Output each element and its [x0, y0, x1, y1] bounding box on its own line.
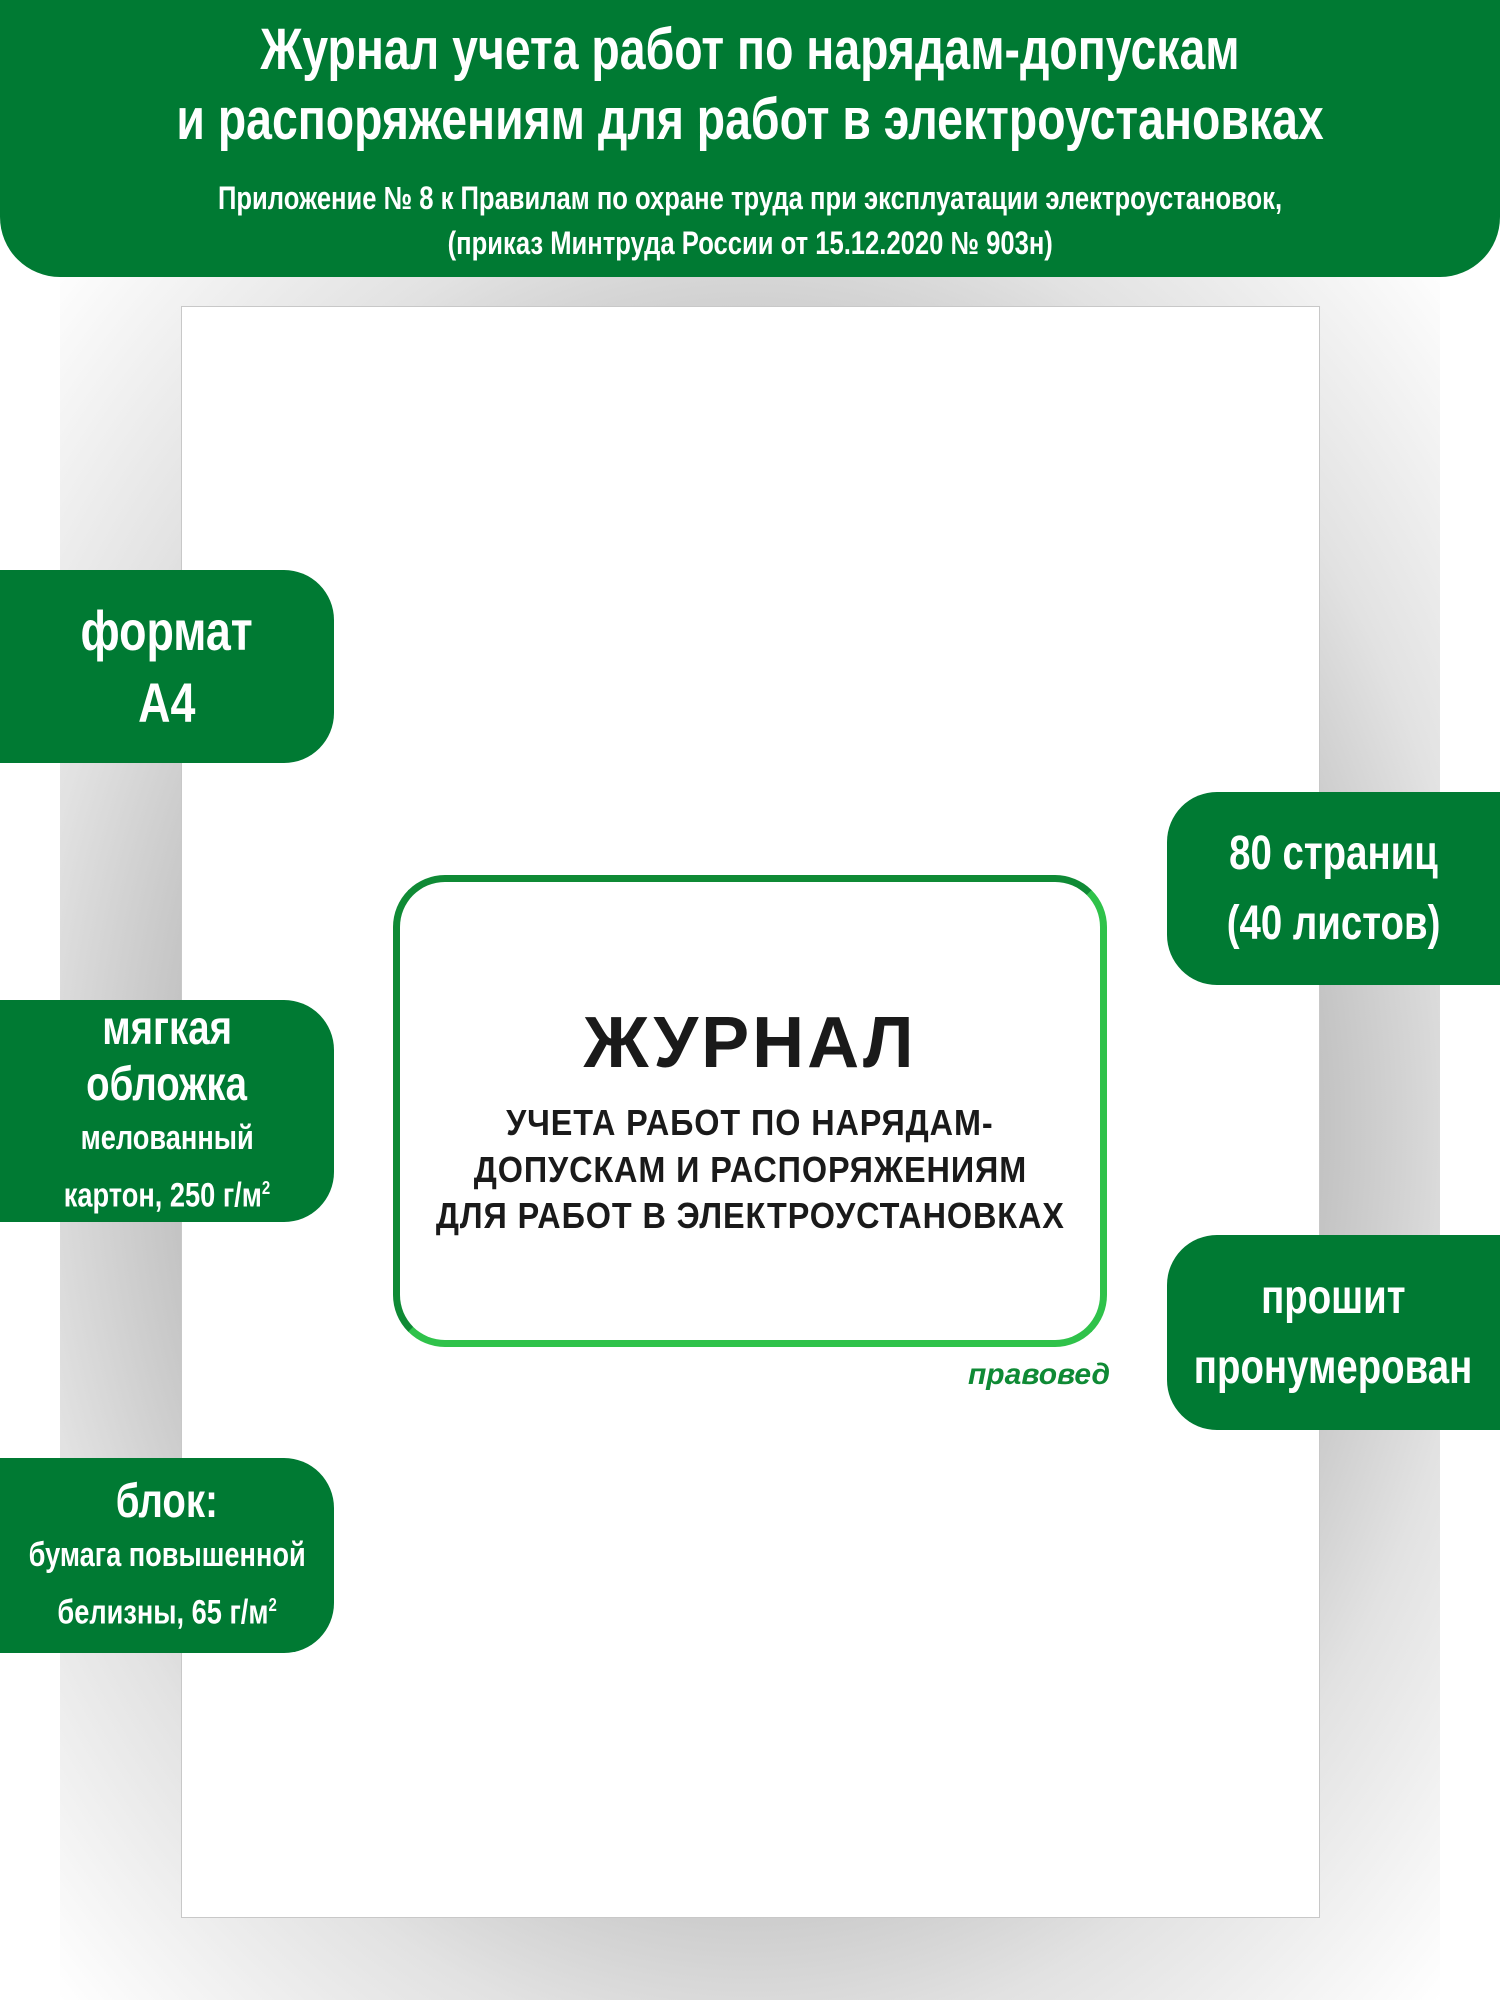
badge-text: белизны, 65 г/м — [57, 1593, 269, 1632]
badge-text: формат — [80, 598, 254, 662]
badge-text: А4 — [138, 670, 196, 734]
badge-text-with-sup — [57, 1580, 276, 1637]
cover-line-text: УЧЕТА РАБОТ ПО НАРЯДАМ- — [506, 1102, 994, 1143]
header-subtitle-text-1: Приложение № 8 к Правилам по охране труда при эксплуатации электроустановок, — [217, 180, 1283, 216]
badge-text-with-sup — [64, 1163, 270, 1220]
badge-text: обложка — [86, 1058, 248, 1112]
header-subtitle-line1 — [0, 177, 1500, 219]
badge-pages — [1167, 792, 1500, 985]
header-title-text-2: и распоряжениям для работ в электроустановках — [176, 87, 1324, 152]
cover-line-2 — [400, 1149, 1100, 1191]
badge-text: прошит — [1261, 1270, 1406, 1324]
header-title-line2 — [0, 88, 1500, 152]
header-subtitle-line2 — [0, 222, 1500, 264]
header-title-line1 — [0, 18, 1500, 82]
badge-text: пронумерован — [1194, 1340, 1473, 1394]
cover-line-text: ДОПУСКАМ И РАСПОРЯЖЕНИЯМ — [473, 1149, 1027, 1190]
header-title-text-1: Журнал учета работ по нарядам-допускам — [260, 17, 1240, 82]
header-subtitle-text-2: (приказ Минтруда России от 15.12.2020 № 903н) — [447, 225, 1053, 261]
superscript: 2 — [261, 1177, 271, 1199]
badge-text: бумага повышенной — [28, 1535, 306, 1574]
badge-cover-type — [0, 1000, 334, 1222]
cover-line-1 — [400, 1102, 1100, 1144]
cover-title: ЖУРНАЛ — [583, 1003, 917, 1083]
badge-binding — [1167, 1235, 1500, 1430]
badge-text: (40 листов) — [1226, 896, 1441, 950]
header-banner — [0, 0, 1500, 277]
cover-line-3 — [400, 1195, 1100, 1237]
badge-text: блок: — [115, 1474, 219, 1528]
cover-line-text: ДЛЯ РАБОТ В ЭЛЕКТРОУСТАНОВКАХ — [435, 1195, 1065, 1236]
superscript: 2 — [268, 1593, 277, 1615]
brand-logo: правовед — [967, 1358, 1110, 1391]
cover-title-frame — [393, 875, 1107, 1347]
badge-block — [0, 1458, 334, 1653]
badge-text: картон, 250 г/м — [63, 1176, 262, 1215]
badge-text: 80 страниц — [1229, 826, 1438, 880]
badge-text: мелованный — [80, 1119, 254, 1158]
badge-format — [0, 570, 334, 763]
badge-text: мягкая — [102, 1002, 232, 1056]
